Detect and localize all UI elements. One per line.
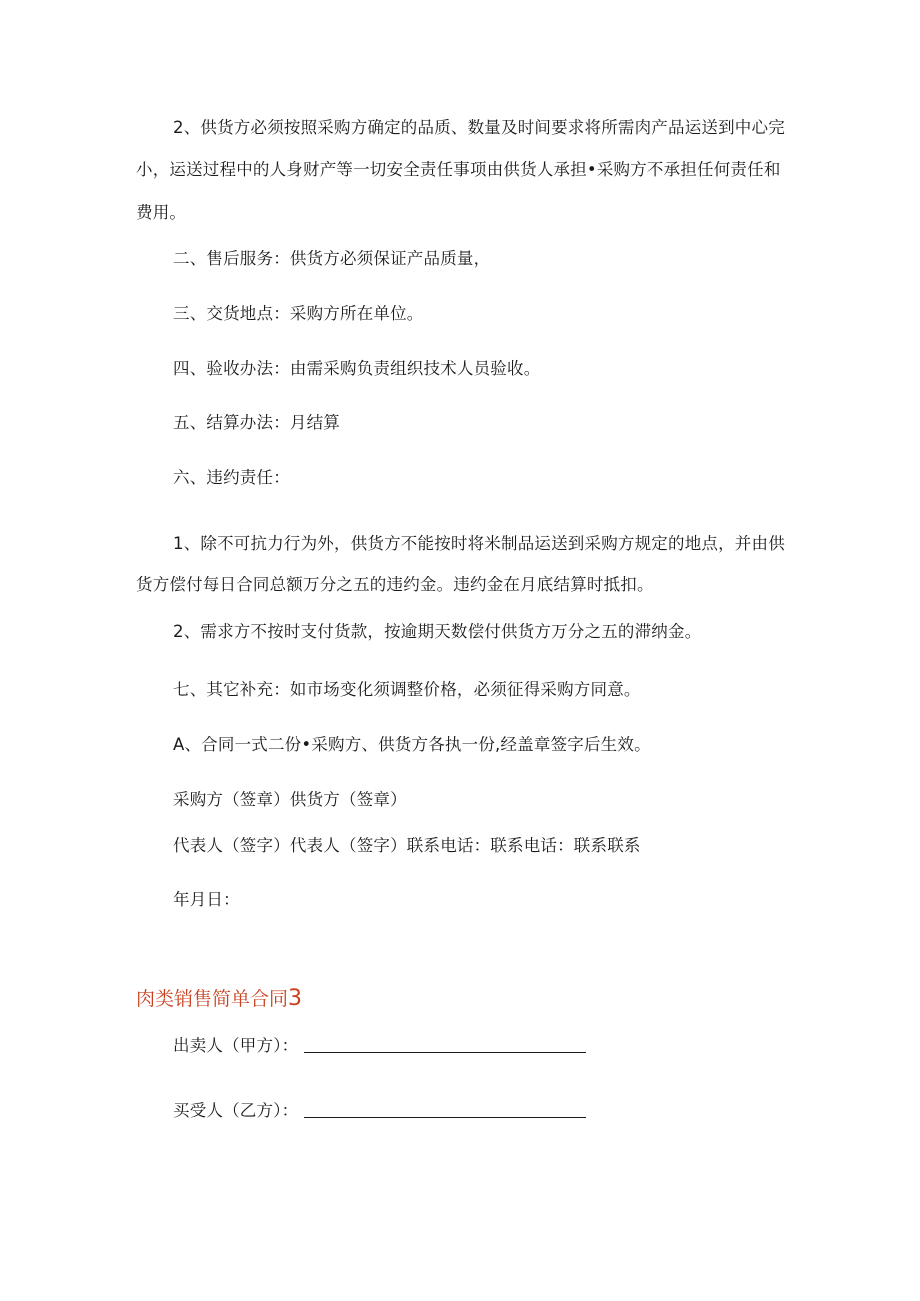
section-settlement: 五、结算办法：月结算 <box>173 413 340 432</box>
section-acceptance: 四、验收办法：由需采购负责组织技术人员验收。 <box>173 359 541 378</box>
seller-row <box>173 1034 586 1057</box>
section-other: 七、其它补充：如市场变化须调整价格，必须征得采购方同意。 <box>173 680 641 699</box>
seller-label: 出卖人（甲方）： <box>173 1036 299 1055</box>
section-after-sales: 二、售后服务：供货方必须保证产品质量， <box>173 249 491 268</box>
buyer-label: 买受人（乙方）： <box>173 1101 299 1120</box>
buyer-row <box>173 1099 586 1122</box>
section-copies: A、合同一式二份•采购方、供货方各执一份,经盖章签字后生效。 <box>173 735 651 754</box>
clause-2-line-3: 费用。 <box>136 203 187 222</box>
signature-line: 采购方（签章）供货方（签章） <box>173 790 407 809</box>
representative-line: 代表人（签字）代表人（签字）联系电话：联系电话：联系联系 <box>173 836 641 855</box>
penalty-1-line-1: 1、除不可抗力行为外，供货方不能按时将米制品运送到采购方规定的地点，并由供 <box>173 534 785 553</box>
section-liability: 六、违约责任： <box>173 468 290 487</box>
buyer-fill-line[interactable] <box>304 1099 586 1118</box>
date-line: 年月日： <box>173 890 240 909</box>
contract-title-number: 3 <box>288 986 303 1011</box>
seller-fill-line[interactable] <box>304 1034 586 1053</box>
penalty-1-line-2: 货方偿付每日合同总额万分之五的违约金。违约金在月底结算时抵扣。 <box>136 575 654 594</box>
penalty-2: 2、需求方不按时支付货款，按逾期天数偿付供货方万分之五的滞纳金。 <box>173 622 702 641</box>
contract-title: 肉类销售简单合同 <box>136 988 289 1010</box>
section-delivery-location: 三、交货地点：采购方所在单位。 <box>173 304 424 323</box>
clause-2-line-1: 2、供货方必须按照采购方确定的品质、数量及时间要求将所需肉产品运送到中心完 <box>173 118 785 137</box>
clause-2-line-2: 小，运送过程中的人身财产等一切安全责任事项由供货人承担•采购方不承担任何责任和 <box>136 160 781 179</box>
contract-heading <box>136 986 302 1012</box>
